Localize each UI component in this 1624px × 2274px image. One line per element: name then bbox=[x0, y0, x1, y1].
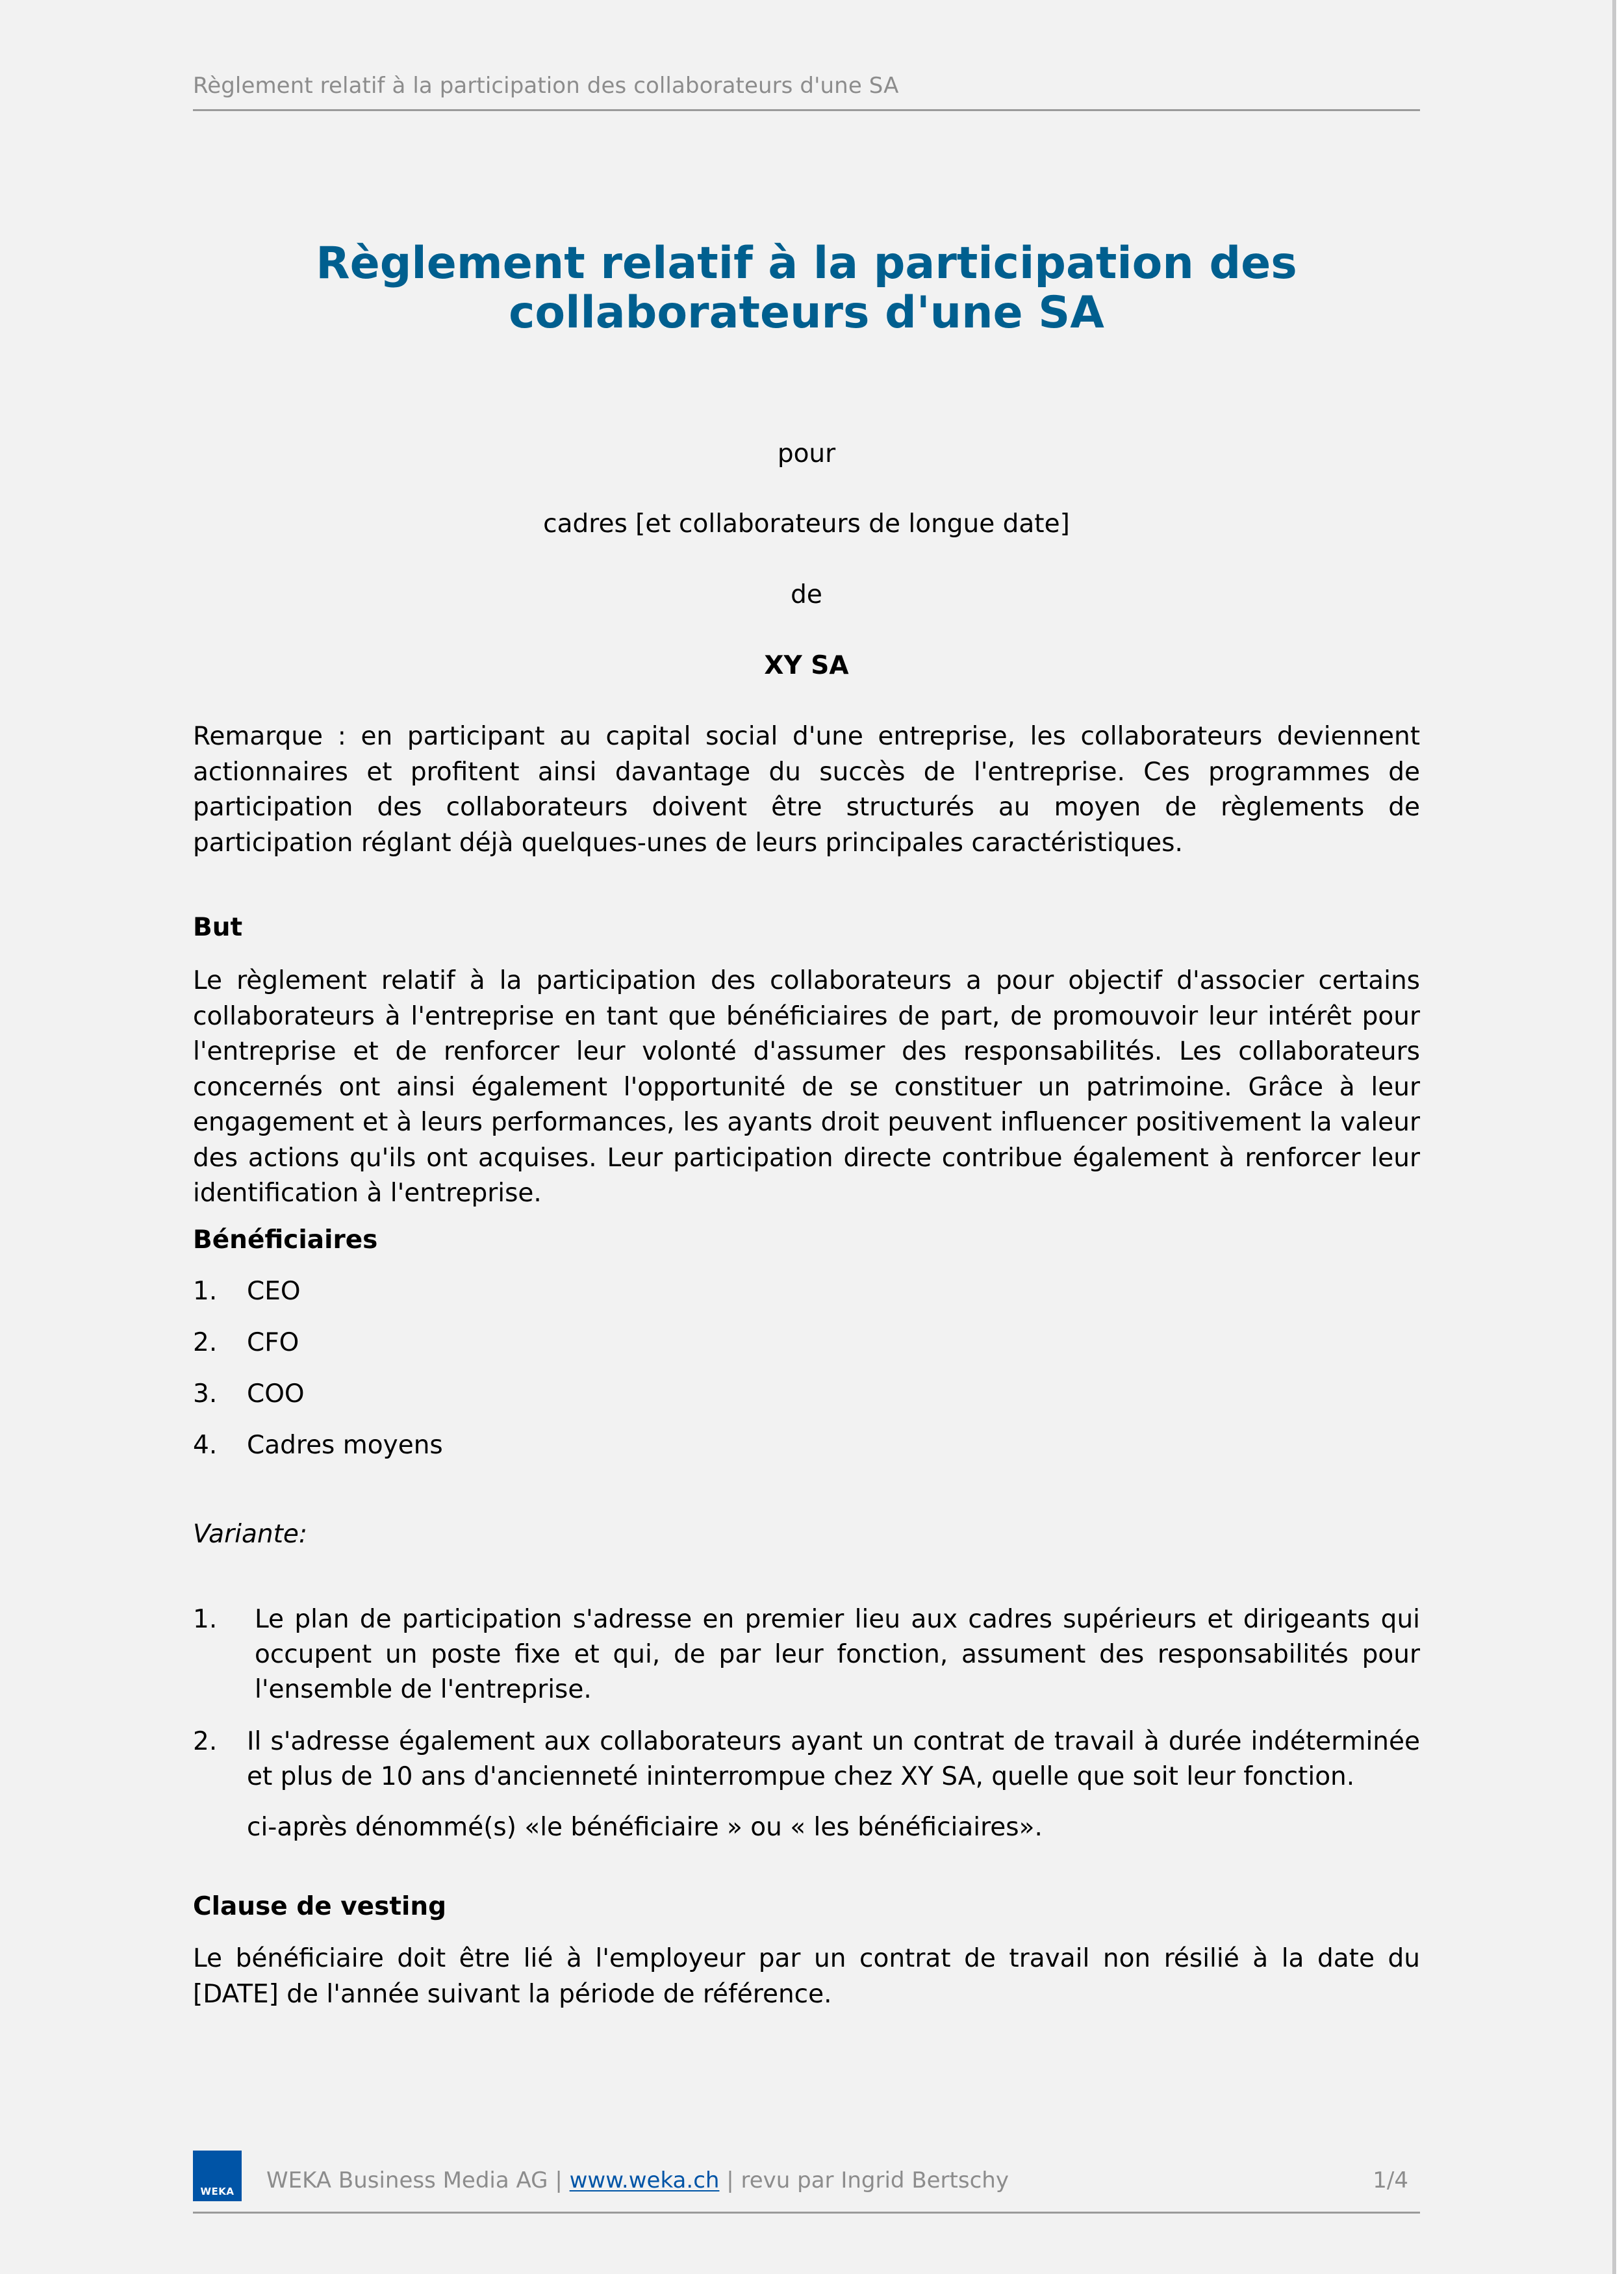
section-heading-vesting: Clause de vesting bbox=[193, 1892, 447, 1921]
list-number: 2. bbox=[193, 1727, 218, 1756]
intro-company: XY SA bbox=[764, 651, 849, 680]
footer-separator: | bbox=[719, 2167, 741, 2193]
document-title-line-1: Règlement relatif à la participation des bbox=[316, 238, 1297, 289]
footer-credits bbox=[266, 2167, 1009, 2193]
section-heading-beneficiaires: Bénéficiaires bbox=[193, 1225, 378, 1255]
footer-divider bbox=[193, 2212, 1420, 2214]
list-number: 1. bbox=[193, 1605, 218, 1634]
section-heading-but: But bbox=[193, 913, 243, 942]
list-text: Il s'adresse également aux collaborateurs ayant un contrat de travail à durée indéterminée et plus de 10 ans d'ancienneté ininterrompue chez XY SA, quelle que soit leur fonction. bbox=[247, 1727, 1420, 1791]
document-title-line-2: collaborateurs d'une SA bbox=[509, 287, 1104, 339]
running-header: Règlement relatif à la participation des collaborateurs d'une SA bbox=[193, 73, 899, 99]
footer-separator: | bbox=[548, 2167, 570, 2193]
list-text: Le plan de participation s'adresse en premier lieu aux cadres supérieurs et dirigeants qui occupent un poste fixe et qui, de par leur fonction, assument des responsabilités pour l'ensemble de l'entreprise. bbox=[255, 1605, 1420, 1704]
list-text: COO bbox=[247, 1379, 305, 1409]
list-text: Cadres moyens bbox=[247, 1431, 443, 1460]
intro-audience: cadres [et collaborateurs de longue date] bbox=[543, 509, 1070, 539]
document-title bbox=[193, 239, 1420, 338]
footer-publisher: WEKA Business Media AG bbox=[266, 2167, 548, 2193]
remarque-paragraph: Remarque : en participant au capital social d'une entreprise, les collaborateurs deviennent actionnaires et profitent ainsi davantage du succès de l'entreprise. Ces programmes de participation des collaborateurs doivent être structurés au moyen de règlements de participation réglant déjà quelques-unes de leurs principales caractéristiques. bbox=[193, 722, 1420, 858]
list-number: 3. bbox=[193, 1379, 218, 1409]
list-number: 4. bbox=[193, 1431, 218, 1460]
page-edge-shadow bbox=[1612, 0, 1616, 2274]
but-paragraph: Le règlement relatif à la participation des collaborateurs a pour objectif d'associer certains collaborateurs à l'entreprise en tant que bénéficiaires de part, de promouvoir leur intérêt pour l'entreprise et de renforcer leur volonté d'assumer des responsabilités. Les collaborateurs concernés ont ainsi également l'opportunité de se constituer un patrimoine. Grâce à leur engagement et à leurs performances, les ayants droit peuvent influencer positivement la valeur des actions qu'ils ont acquises. Leur participation directe contribue également à renforcer leur identification à l'entreprise. bbox=[193, 966, 1420, 1208]
designation-text: ci-après dénommé(s) «le bénéficiaire » ou « les bénéficiaires». bbox=[247, 1813, 1043, 1842]
list-number: 2. bbox=[193, 1328, 218, 1357]
weka-logo-text: WEKA bbox=[200, 2186, 235, 2197]
weka-logo bbox=[193, 2151, 242, 2201]
variante-label: Variante: bbox=[193, 1520, 307, 1549]
intro-pour: pour bbox=[777, 439, 836, 468]
page-number: 1/4 bbox=[1373, 2167, 1408, 2193]
list-number: 1. bbox=[193, 1277, 218, 1306]
footer-website-link[interactable]: www.weka.ch bbox=[569, 2167, 720, 2193]
intro-de: de bbox=[791, 580, 822, 609]
list-text: CEO bbox=[247, 1277, 301, 1306]
vesting-paragraph: Le bénéficiaire doit être lié à l'employeur par un contrat de travail non résilié à la date du [DATE] de l'année suivant la période de référence. bbox=[193, 1944, 1420, 2009]
footer-reviewer: revu par Ingrid Bertschy bbox=[741, 2167, 1009, 2193]
header-divider bbox=[193, 109, 1420, 111]
list-text: CFO bbox=[247, 1328, 299, 1357]
